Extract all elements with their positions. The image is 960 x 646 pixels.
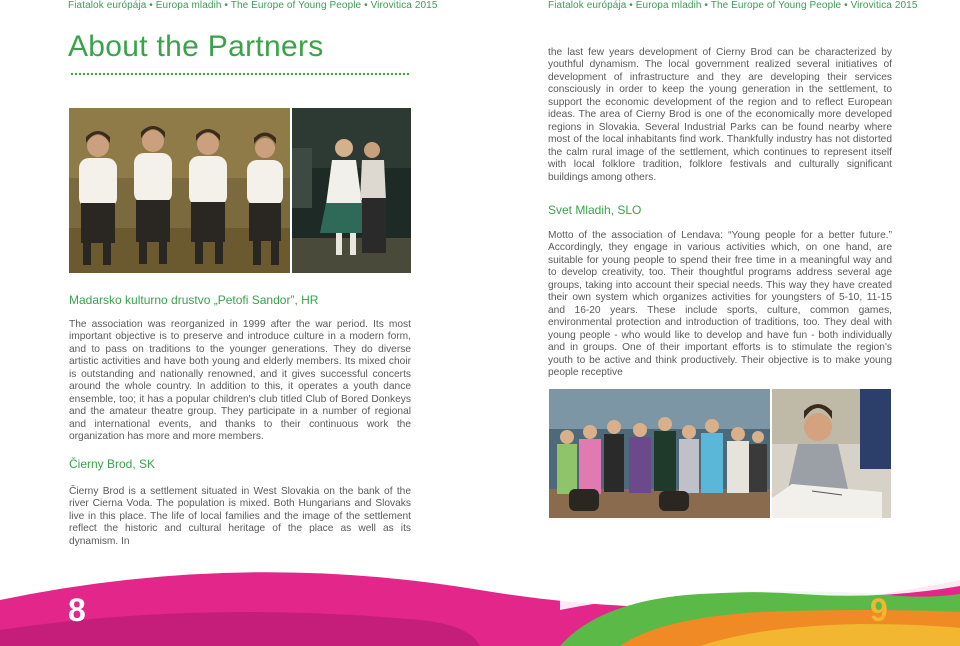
section-text-cierny-brod-continued: the last few years development of Cierny Brod can be characterized by youthful dynamism. The local government realized several initiatives of development of infrastructure and they are developing their services consciously in order to keep the young generation in the settlement, to support the economic development of the region and to reflect European ideas. The area of Cierny Brod is one of the economically more developed regions in Slovakia. Several Industrial Parks can be found nearby where most of the local inhabitants find work. Thankfully industry has not distorted the calm rural image of the settlement, which continues to represent itself with local folklore tradition, folklore festivals and culturally significant buildings among others. (548, 47, 892, 183)
photo-boy-drawing (772, 389, 891, 518)
page-number-left: 8 (68, 592, 86, 628)
photo-folk-dance-couple-icon (292, 108, 411, 273)
section-heading-petofi: Madarsko kulturno drustvo „Petofi Sandor”, HR (69, 293, 319, 307)
section-heading-cierny-brod: Čierny Brod, SK (69, 457, 156, 471)
page-title: About the Partners (68, 30, 324, 63)
section-heading-svet-mladih: Svet Mladih, SLO (548, 203, 642, 217)
photo-children-costume-party-icon (549, 389, 770, 518)
section-text-cierny-brod: Čierny Brod is a settlement situated in West Slovakia on the bank of the river Cierna Voda. The population is mixed. Both Hungarians and Slovaks live in this place. The life of local families and the image of the settlement reflect the historic and cultural heritage of the place as well as its dynamism. In (69, 486, 411, 547)
page-number-right: 9 (870, 592, 888, 628)
running-head-left: Fiatalok európája • Europa mladih • The Europe of Young People • Virovitica 2015 (68, 0, 438, 11)
photo-girls-seated (69, 108, 290, 273)
title-dotted-rule (70, 72, 410, 76)
photo-children-costumes (549, 389, 770, 518)
photo-boy-drawing-at-desk-icon (772, 389, 891, 518)
running-head-right: Fiatalok európája • Europa mladih • The Europe of Young People • Virovitica 2015 (548, 0, 918, 11)
section-text-petofi: The association was reorganized in 1999 after the war period. Its most important objective is to preserve and introduce culture in a modern form, and to pass on traditions to the younger generations. They do diverse artistic activities and have both young and elderly members. Its mixed choir is outstanding and nationally renowned, and it gives successful concerts around the whole country. In addition to this, it operates a youth dance ensemble, too; it has a popular children's club titled Club of Bored Donkeys and the amateur theatre group. They participate in a number of regional and international events, and thanks to their continuous work the organization has more and more members. (69, 319, 411, 443)
section-text-svet-mladih: Motto of the association of Lendava: “Young people for a better future.” Accordingly, they engage in various activities which, on one hand, are suitable for young people to spend their free time in a meaningful way and to develop creativity, too. Their thoughtful programs address several age groups, taking into account their special needs. This way they have created their own system which organizes activities for youngsters of 5-10, 11-15 and 16-20 years. These include sports, culture, common games, environmental protection and introduction of traditions, too. They deal with young people - who would like to develop and have fun - both individually and in groups. One of their important efforts is to stimulate the region's youth to be active and think productively. Their objective is to make young people receptive (548, 230, 892, 378)
photo-girls-seated-on-chairs-icon (69, 108, 290, 273)
photo-folk-dance (292, 108, 411, 273)
footer-wave-decoration-icon (0, 560, 960, 646)
footer-wave-band (0, 560, 960, 646)
